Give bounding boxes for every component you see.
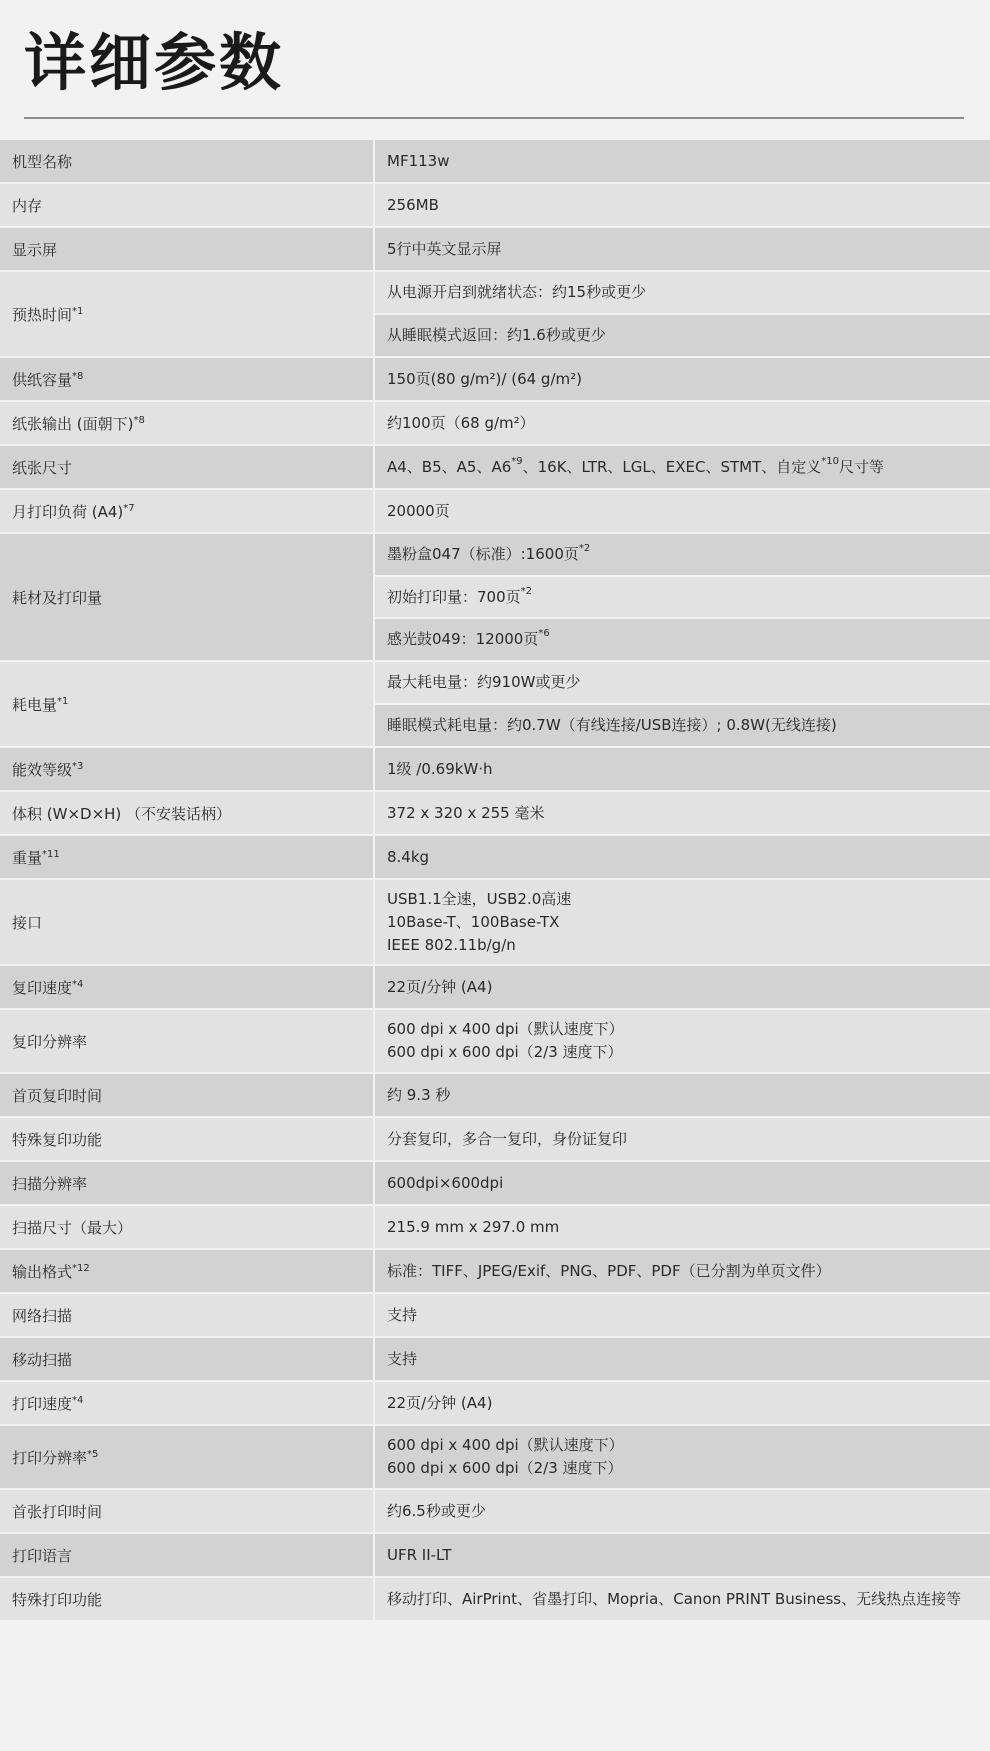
table-row [0,446,990,490]
table-row [0,966,990,1010]
spec-value [375,617,990,660]
table-row [0,1490,990,1534]
spec-label [0,1490,375,1532]
spec-value-line: 8.4kg [387,847,430,866]
spec-value [375,1074,990,1116]
spec-label [0,1338,375,1380]
spec-label: 复印速度 $^{*4}$ [0,966,375,1008]
spec-value [375,1490,990,1532]
table-row [0,748,990,792]
spec-label-text: 网络扫描 [12,1306,73,1325]
spec-values [375,184,990,226]
spec-value-line: 256MB [387,195,439,214]
spec-values [375,1426,990,1488]
page-title: 详细参数 [24,26,285,99]
spec-values [375,966,990,1008]
table-row [0,1250,990,1294]
spec-value [375,703,990,746]
spec-value-line: MF113w [387,151,450,170]
spec-value [375,1578,990,1620]
table-row [0,1338,990,1382]
spec-label-text: 输出格式 [12,1262,73,1281]
title-divider [24,117,964,119]
spec-value [375,184,990,226]
spec-label-text: 首页复印时间 [12,1086,103,1105]
spec-values [375,1010,990,1072]
table-row [0,1534,990,1578]
spec-value [375,575,990,618]
spec-value [375,880,990,964]
spec-value [375,966,990,1008]
table-row [0,880,990,966]
table-row [0,1118,990,1162]
spec-value [375,1338,990,1380]
spec-label-text: 特殊打印功能 [12,1590,103,1609]
spec-value-line: A4、B5、A5、A6$^{*9}$、16K、LTR、LGL、EXEC、STMT、自定义$^{*10}$尺寸等 [387,455,885,476]
spec-label: 重量 $^{*11}$ [0,836,375,878]
spec-value-line: 600 dpi x 600 dpi（2/3 速度下） [387,1043,623,1061]
spec-value-line: 约6.5秒或更少 [387,1501,486,1520]
spec-table [0,140,990,1622]
spec-label [0,184,375,226]
spec-value-line: 215.9 mm x 297.0 mm [387,1217,560,1236]
spec-label [0,1162,375,1204]
spec-label: 纸张输出 (面朝下) $^{*8}$ [0,402,375,444]
spec-label-text: 耗电量 [12,695,58,714]
spec-value [375,748,990,790]
spec-value-line: 372 x 320 x 255 毫米 [387,803,545,822]
spec-label-text: 接口 [12,913,43,932]
spec-label: 耗电量 $^{*1}$ [0,662,375,746]
spec-label [0,534,375,660]
spec-value [375,1294,990,1336]
spec-label-text: 打印语言 [12,1546,73,1565]
table-row [0,1294,990,1338]
spec-values [375,1074,990,1116]
spec-label-text: 复印分辨率 [12,1032,88,1051]
table-row [0,1162,990,1206]
spec-values [375,1534,990,1576]
spec-values [375,140,990,182]
spec-value-line: 600 dpi x 600 dpi（2/3 速度下） [387,1459,623,1477]
spec-value-line: 最大耗电量：约910W或更少 [387,673,581,691]
spec-value [375,1162,990,1204]
spec-value-line: 22页/分钟 (A4) [387,1393,493,1412]
spec-value-line: 600 dpi x 400 dpi（默认速度下） [387,1436,624,1454]
spec-values [375,1206,990,1248]
spec-value-line: 5行中英文显示屏 [387,239,502,258]
spec-values [375,1118,990,1160]
spec-label [0,792,375,834]
spec-values [375,836,990,878]
table-row [0,140,990,184]
spec-values [375,880,990,964]
spec-label [0,228,375,270]
spec-values [375,358,990,400]
spec-label-text: 供纸容量 [12,370,73,389]
spec-label-text: 首张打印时间 [12,1502,103,1521]
spec-label-text: 扫描尺寸（最大） [12,1218,133,1237]
spec-label: 打印分辨率 $^{*5}$ [0,1426,375,1488]
spec-value-line: 22页/分钟 (A4) [387,977,493,996]
spec-label-text: 纸张尺寸 [12,458,73,477]
spec-label [0,140,375,182]
spec-value-line: IEEE 802.11b/g/n [387,935,516,954]
spec-label-text: 预热时间 [12,305,73,324]
spec-values [375,1578,990,1620]
spec-value-line: 10Base-T、100Base-TX [387,912,560,931]
spec-value-line: 约 9.3 秒 [387,1085,451,1104]
spec-value [375,792,990,834]
spec-label [0,1294,375,1336]
spec-label: 预热时间 $^{*1}$ [0,272,375,356]
table-row [0,792,990,836]
spec-value-line: USB1.1全速，USB2.0高速 [387,889,572,908]
spec-label-text: 打印分辨率 [12,1448,88,1467]
spec-values [375,792,990,834]
table-row [0,1382,990,1426]
spec-value [375,402,990,444]
spec-label-text: 重量 [12,848,43,867]
table-row [0,358,990,402]
table-row [0,1206,990,1250]
spec-value-line: 标准：TIFF、JPEG/Exif、PNG、PDF、PDF（已分割为单页文件） [387,1261,831,1280]
spec-values [375,1162,990,1204]
spec-values [375,1382,990,1424]
spec-values [375,662,990,746]
spec-value-line: 从电源开启到就绪状态：约15秒或更少 [387,283,647,301]
spec-label-text: 月打印负荷 (A4) [12,502,124,521]
spec-value [375,1206,990,1248]
table-row [0,184,990,228]
spec-value [375,662,990,703]
spec-values [375,1338,990,1380]
spec-value-line: 移动打印、AirPrint、省墨打印、Mopria、Canon PRINT Business、无线热点连接等 [387,1589,962,1608]
spec-label-text: 纸张输出 (面朝下) [12,414,134,433]
table-row [0,272,990,358]
spec-label-text: 特殊复印功能 [12,1130,103,1149]
spec-label [0,1578,375,1620]
table-row [0,1426,990,1490]
spec-label [0,880,375,964]
table-row [0,490,990,534]
spec-value [375,1534,990,1576]
spec-value-line: 感光鼓049：12000页$^{*6}$ [387,628,550,649]
spec-value [375,1118,990,1160]
table-row [0,662,990,748]
spec-label-text: 显示屏 [12,240,58,259]
spec-value [375,358,990,400]
spec-value [375,836,990,878]
spec-value-line: 1级 /0.69kW·h [387,759,493,778]
spec-label-text: 机型名称 [12,152,73,171]
spec-label-text: 打印速度 [12,1394,73,1413]
page-header [0,0,990,140]
spec-label-text: 耗材及打印量 [12,588,103,607]
spec-values [375,228,990,270]
spec-label-text: 体积 (W×D×H) （不安装话柄） [12,804,232,823]
spec-label: 输出格式 $^{*12}$ [0,1250,375,1292]
table-row [0,1010,990,1074]
spec-label: 能效等级 $^{*3}$ [0,748,375,790]
spec-label-text: 移动扫描 [12,1350,73,1369]
spec-label [0,1010,375,1072]
spec-value-line: 从睡眠模式返回：约1.6秒或更少 [387,326,606,344]
spec-label [0,1074,375,1116]
spec-label: 供纸容量 $^{*8}$ [0,358,375,400]
spec-value [375,1426,990,1488]
spec-label [0,446,375,488]
spec-values [375,402,990,444]
spec-value-line: 支持 [387,1349,418,1368]
spec-values [375,748,990,790]
table-row [0,402,990,446]
spec-values [375,272,990,356]
spec-values [375,446,990,488]
spec-label [0,1118,375,1160]
spec-label-text: 扫描分辨率 [12,1174,88,1193]
spec-value [375,1250,990,1292]
spec-value-line: 600dpi×600dpi [387,1173,504,1192]
spec-label: 打印速度 $^{*4}$ [0,1382,375,1424]
spec-value [375,313,990,356]
spec-values [375,490,990,532]
spec-label [0,1534,375,1576]
spec-value [375,1010,990,1072]
spec-value [375,272,990,313]
spec-label-text: 复印速度 [12,978,73,997]
table-row [0,1578,990,1622]
spec-value-line: 20000页 [387,501,450,520]
table-row [0,534,990,662]
spec-value [375,490,990,532]
spec-value-line: 约100页（68 g/m²） [387,413,535,432]
spec-label: 月打印负荷 (A4) $^{*7}$ [0,490,375,532]
spec-value-line: 支持 [387,1305,418,1324]
spec-value-line: 分套复印，多合一复印，身份证复印 [387,1129,628,1148]
table-row [0,228,990,272]
spec-label-text: 能效等级 [12,760,73,779]
spec-value-line: UFR II-LT [387,1545,452,1564]
spec-values [375,1294,990,1336]
spec-value-line: 初始打印量：700页$^{*2}$ [387,585,533,606]
spec-value [375,534,990,575]
spec-value-line: 600 dpi x 400 dpi（默认速度下） [387,1020,624,1038]
spec-value [375,1382,990,1424]
spec-value-line: 睡眠模式耗电量：约0.7W（有线连接/USB连接）; 0.8W(无线连接) [387,716,837,734]
table-row [0,1074,990,1118]
spec-values [375,534,990,660]
spec-value [375,446,990,488]
spec-values [375,1490,990,1532]
spec-value [375,140,990,182]
spec-value-line: 150页(80 g/m²)/ (64 g/m²) [387,369,582,388]
spec-value-line: 墨粉盒047（标准）:1600页$^{*2}$ [387,542,591,563]
spec-value [375,228,990,270]
table-row [0,836,990,880]
spec-label-text: 内存 [12,196,43,215]
spec-label [0,1206,375,1248]
spec-values [375,1250,990,1292]
